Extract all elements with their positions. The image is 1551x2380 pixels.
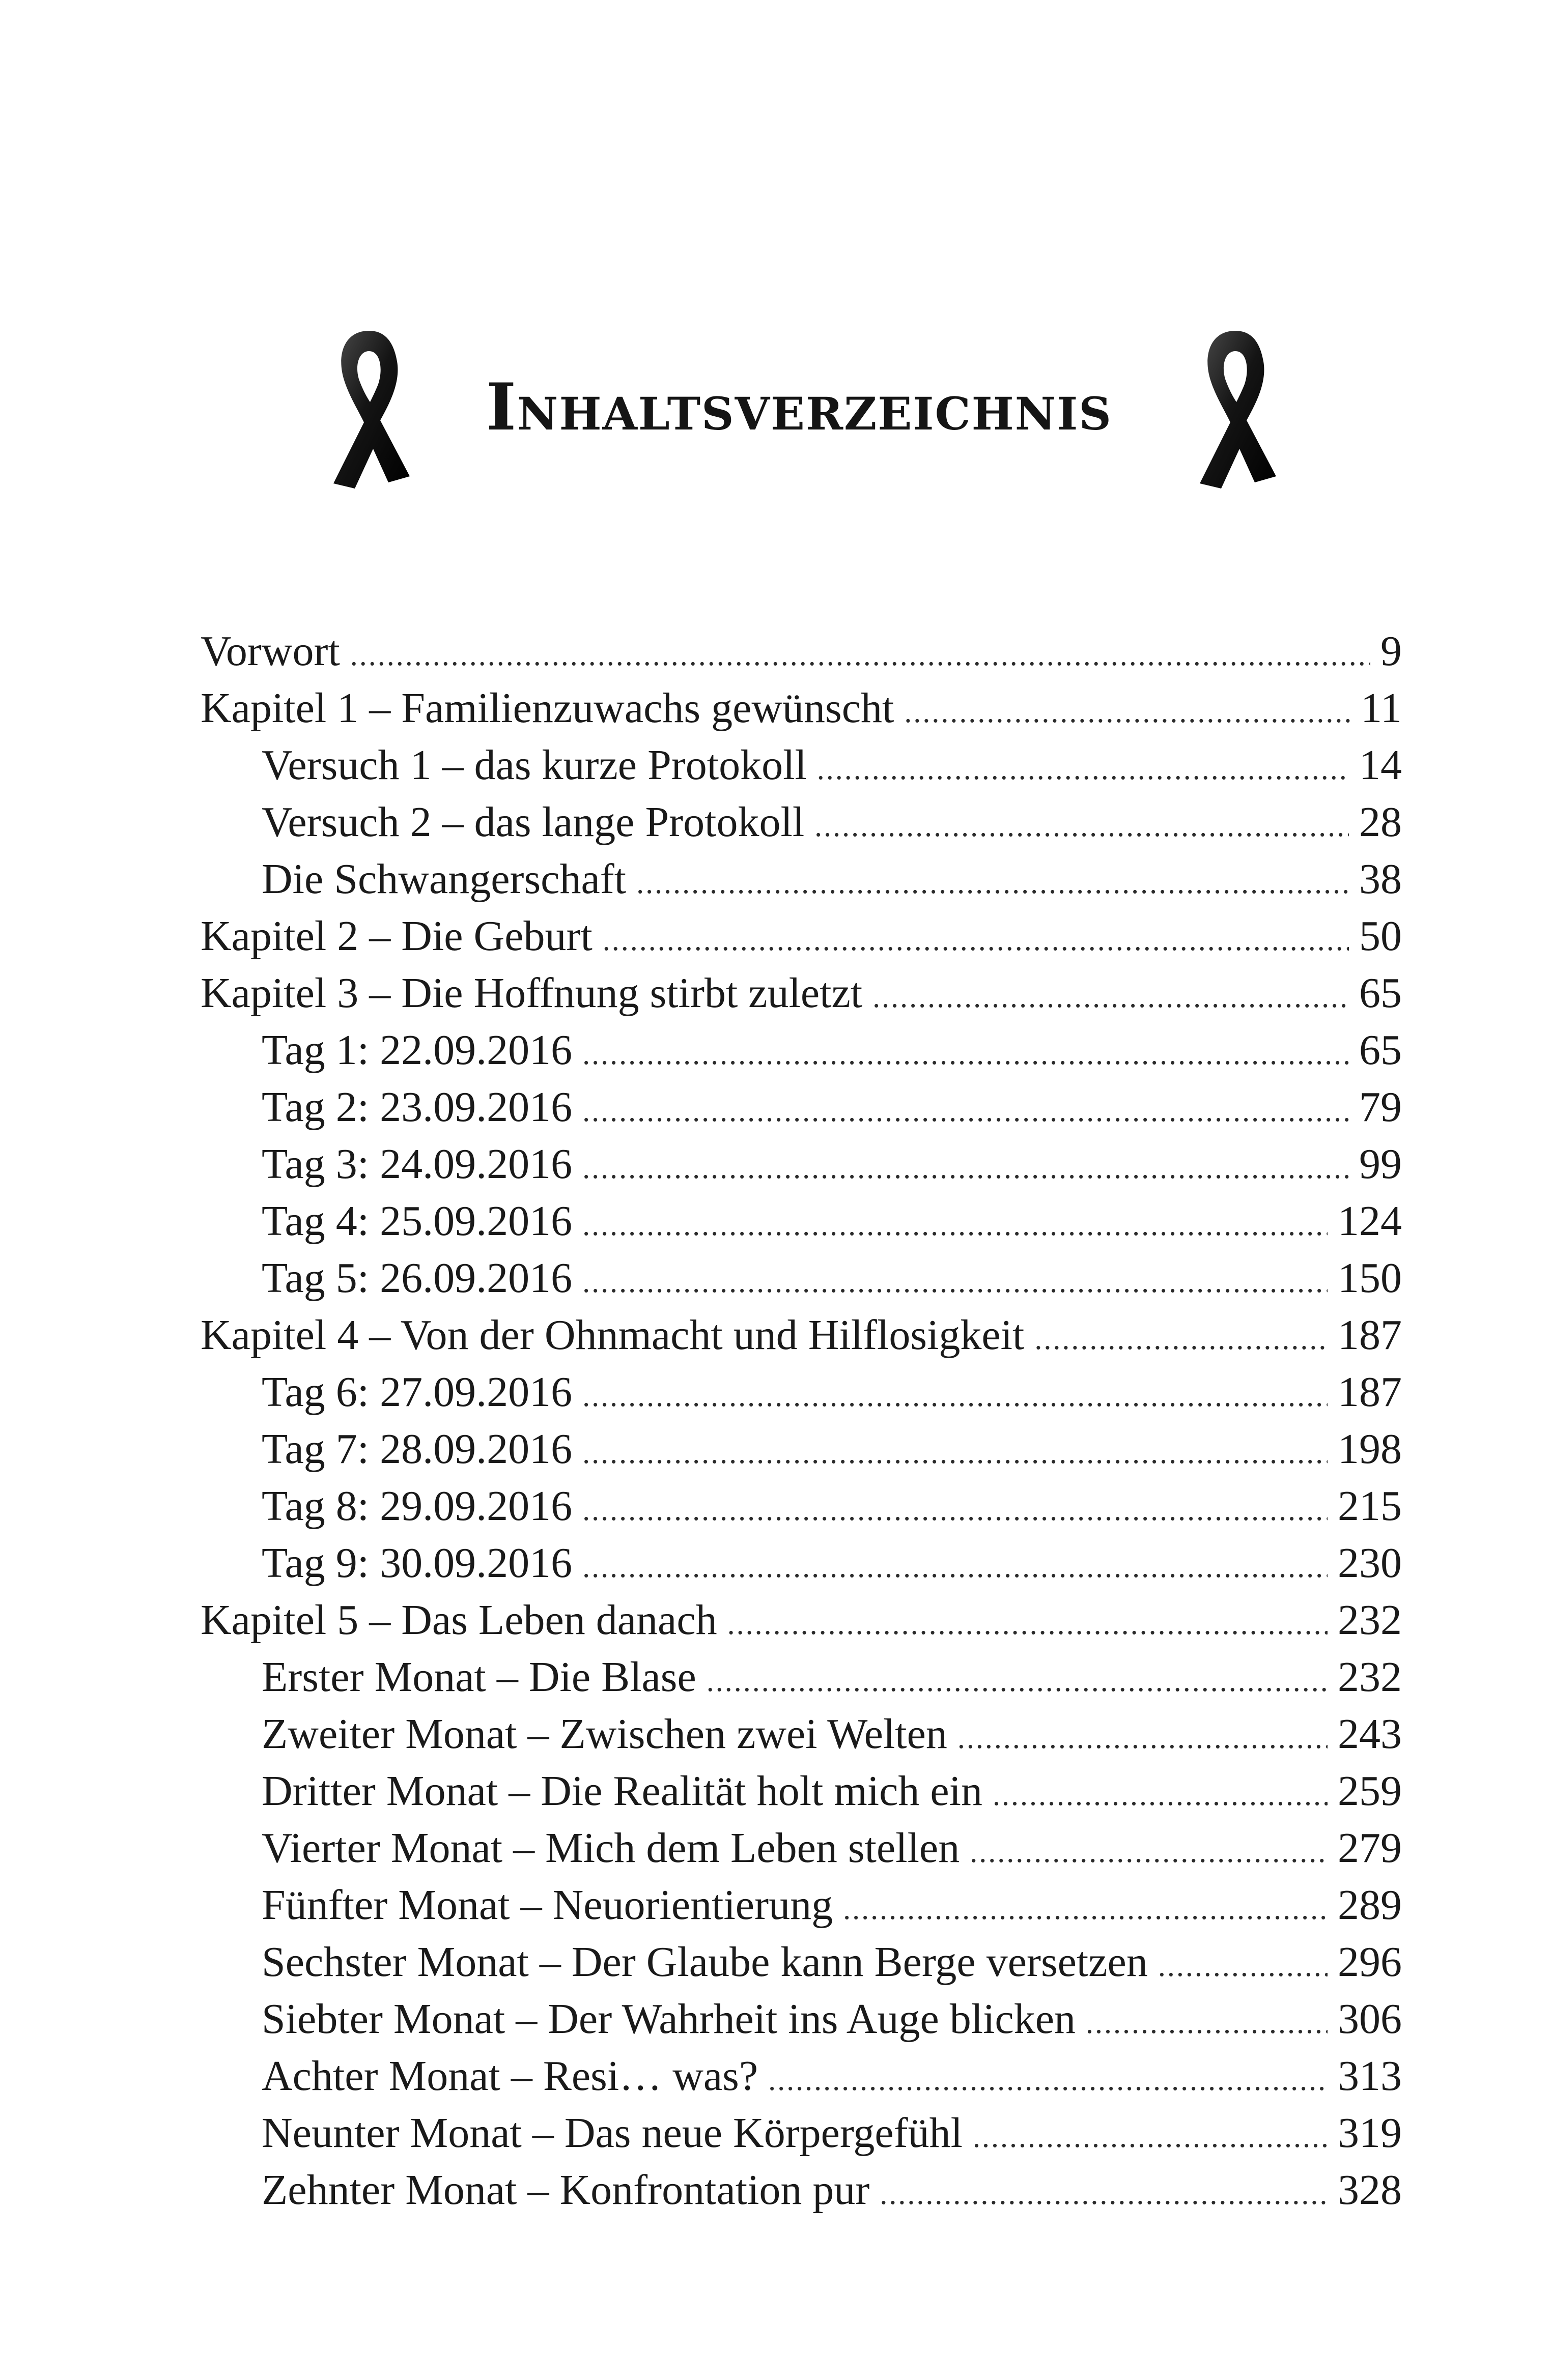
dot-leader [768, 2048, 1328, 2108]
toc-subentry [201, 2048, 1402, 2105]
toc-entry-page-number: 243 [1338, 1710, 1402, 1758]
toc-entry-label: Kapitel 1 – Familienzuwachs gewünscht [201, 684, 894, 732]
toc-subentry [201, 737, 1402, 794]
toc-entry-label: Versuch 2 – das lange Protokoll [262, 798, 805, 846]
toc-entry-page-number: 65 [1359, 969, 1402, 1017]
toc-entry-page-number: 296 [1338, 1938, 1402, 1986]
toc-entry-page-number: 79 [1359, 1083, 1402, 1131]
toc-entry-label: Vierter Monat – Mich dem Leben stellen [262, 1824, 960, 1872]
toc-subentry [201, 1877, 1402, 1934]
toc-entry-label: Neunter Monat – Das neue Körpergefühl [262, 2109, 963, 2157]
toc-subentry [201, 2162, 1402, 2219]
toc-entry-page-number: 11 [1361, 684, 1402, 732]
toc-entry-page-number: 328 [1338, 2166, 1402, 2214]
toc-entry-page-number: 259 [1338, 1767, 1402, 1815]
toc-subentry [201, 1763, 1402, 1820]
toc-entry-page-number: 215 [1338, 1482, 1402, 1530]
toc-entry [201, 965, 1402, 1022]
toc-subentry [201, 1250, 1402, 1307]
toc-heading [0, 321, 1551, 494]
toc-entry [201, 908, 1402, 965]
dot-leader [636, 851, 1349, 911]
dot-leader [582, 1250, 1328, 1310]
toc-entry-label: Versuch 1 – das kurze Protokoll [262, 741, 807, 789]
toc-subentry [201, 851, 1402, 908]
toc-entry-page-number: 14 [1359, 741, 1402, 789]
dot-leader [582, 1478, 1328, 1538]
toc-entry-label: Tag 4: 25.09.2016 [262, 1197, 573, 1245]
toc-entry-label: Kapitel 3 – Die Hoffnung stirbt zuletzt [201, 969, 863, 1017]
dot-leader [970, 1820, 1328, 1880]
dot-leader [582, 1535, 1328, 1595]
toc-entry-label: Zweiter Monat – Zwischen zwei Welten [262, 1710, 947, 1758]
toc-subentry [201, 1136, 1402, 1193]
toc-entry-page-number: 38 [1359, 855, 1402, 903]
toc-entry-page-number: 124 [1338, 1197, 1402, 1245]
dot-leader [582, 1022, 1349, 1082]
dot-leader [1158, 1934, 1328, 1994]
toc-subentry [201, 1478, 1402, 1535]
toc-entry-label: Tag 9: 30.09.2016 [262, 1539, 573, 1587]
toc-entry [201, 623, 1402, 680]
toc-subentry [201, 1421, 1402, 1478]
toc-entry-label: Siebter Monat – Der Wahrheit ins Auge blicken [262, 1995, 1076, 2043]
toc-subentry [201, 794, 1402, 851]
page-title: Inhaltsverzeichnis [486, 369, 1112, 445]
toc-subentry [201, 1022, 1402, 1079]
dot-leader [993, 1763, 1328, 1823]
dot-leader [904, 680, 1350, 740]
toc-entry-label: Kapitel 2 – Die Geburt [201, 912, 593, 960]
dot-leader [1086, 1991, 1328, 2051]
toc-entry-label: Vorwort [201, 627, 340, 675]
dot-leader [872, 965, 1349, 1025]
toc-entry-page-number: 313 [1338, 2052, 1402, 2100]
toc-entry-page-number: 99 [1359, 1140, 1402, 1188]
toc-entry-label: Sechster Monat – Der Glaube kann Berge versetzen [262, 1938, 1148, 1986]
toc-subentry [201, 1364, 1402, 1421]
toc-entry [201, 1307, 1402, 1364]
toc-entry-page-number: 232 [1338, 1653, 1402, 1701]
dot-leader [973, 2105, 1328, 2165]
toc-entry-page-number: 232 [1338, 1596, 1402, 1644]
toc-entry-label: Fünfter Monat – Neuorientierung [262, 1881, 833, 1929]
toc-subentry [201, 1193, 1402, 1250]
toc-entry-page-number: 279 [1338, 1824, 1402, 1872]
toc-subentry [201, 1706, 1402, 1763]
toc-entry-label: Achter Monat – Resi… was? [262, 2052, 758, 2100]
toc-entry-label: Kapitel 5 – Das Leben danach [201, 1596, 717, 1644]
toc-subentry [201, 1934, 1402, 1991]
dot-leader [957, 1706, 1328, 1766]
toc-entry-label: Tag 2: 23.09.2016 [262, 1083, 573, 1131]
dot-leader [880, 2162, 1328, 2222]
toc-entry-label: Erster Monat – Die Blase [262, 1653, 696, 1701]
dot-leader [582, 1193, 1328, 1253]
toc-entry-page-number: 198 [1338, 1425, 1402, 1473]
toc-entry-label: Die Schwangerschaft [262, 855, 627, 903]
toc-subentry [201, 1079, 1402, 1136]
dot-leader [817, 737, 1349, 797]
toc-entry-page-number: 319 [1338, 2109, 1402, 2157]
toc-entry-label: Tag 3: 24.09.2016 [262, 1140, 573, 1188]
toc-entry-label: Dritter Monat – Die Realität holt mich ein [262, 1767, 982, 1815]
dot-leader [350, 623, 1370, 683]
mourning-ribbon-icon [1179, 321, 1291, 494]
mourning-ribbon-icon [313, 321, 425, 494]
toc-entry-page-number: 306 [1338, 1995, 1402, 2043]
toc-entry-label: Tag 7: 28.09.2016 [262, 1425, 573, 1473]
toc-entry-page-number: 187 [1338, 1311, 1402, 1359]
toc-entry-label: Tag 6: 27.09.2016 [262, 1368, 573, 1416]
toc-entry-label: Kapitel 4 – Von der Ohnmacht und Hilflosigkeit [201, 1311, 1025, 1359]
toc-subentry [201, 1649, 1402, 1706]
toc-entry-label: Zehnter Monat – Konfrontation pur [262, 2166, 870, 2214]
table-of-contents [201, 623, 1402, 2219]
toc-entry-page-number: 230 [1338, 1539, 1402, 1587]
toc-subentry [201, 2105, 1402, 2162]
dot-leader [814, 794, 1349, 854]
toc-subentry [201, 1991, 1402, 2048]
toc-entry-page-number: 150 [1338, 1254, 1402, 1302]
dot-leader [582, 1136, 1349, 1196]
toc-entry-label: Tag 1: 22.09.2016 [262, 1026, 573, 1074]
dot-leader [1034, 1307, 1328, 1367]
toc-entry-page-number: 187 [1338, 1368, 1402, 1416]
dot-leader [707, 1649, 1328, 1709]
dot-leader [582, 1364, 1328, 1424]
toc-entry-page-number: 9 [1380, 627, 1402, 675]
toc-entry-page-number: 28 [1359, 798, 1402, 846]
toc-entry [201, 1592, 1402, 1649]
dot-leader [582, 1079, 1349, 1139]
toc-entry-page-number: 289 [1338, 1881, 1402, 1929]
toc-entry-page-number: 65 [1359, 1026, 1402, 1074]
toc-entry [201, 680, 1402, 737]
toc-entry-page-number: 50 [1359, 912, 1402, 960]
dot-leader [843, 1877, 1328, 1937]
toc-entry-label: Tag 8: 29.09.2016 [262, 1482, 573, 1530]
toc-subentry [201, 1535, 1402, 1592]
toc-subentry [201, 1820, 1402, 1877]
dot-leader [582, 1421, 1328, 1481]
dot-leader [727, 1592, 1328, 1652]
toc-entry-label: Tag 5: 26.09.2016 [262, 1254, 573, 1302]
dot-leader [603, 908, 1349, 968]
